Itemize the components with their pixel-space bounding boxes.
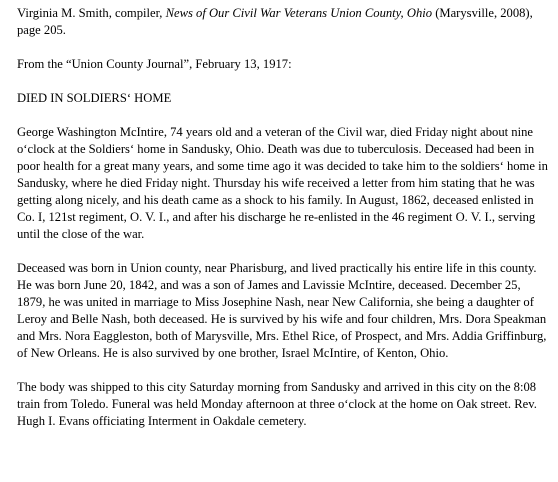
source-line: From the “Union County Journal”, February 13, 1917: <box>17 57 292 71</box>
article-paragraph: Deceased was born in Union county, near Pharisburg, and lived practically his entire life in this county. He was born June 20, 1842, and was a son of James and Lavissie McIntire, deceased. December 25, 1879, he was united in marriage to Miss Josephine Nash, near New California, she being a daughter of Leroy and Belle Nash, both deceased. He is survived by his wife and four children, Mrs. Dora Speakman and Mrs. Nora Eaggleston, both of Marysville, Mrs. Ethel Rice, of Prospect, and Mrs. Addia Griffinburg, of New Orleans. He is also survived by one brother, Israel McIntire, of Kenton, Ohio. <box>17 261 547 360</box>
citation-compiler: Virginia M. Smith, compiler, <box>17 6 166 20</box>
citation-publication: (Marysville, 2008), page 205. <box>17 6 533 37</box>
article-headline: DIED IN SOLDIERS‘ HOME <box>17 91 172 105</box>
citation-title: News of Our Civil War Veterans Union County, Ohio <box>165 6 433 20</box>
article-paragraph: The body was shipped to this city Saturday morning from Sandusky and arrived in this city on the 8:08 train from Toledo. Funeral was held Monday afternoon at three o‘clock at the home on Oak street. Rev. Hugh I. Evans officiating Interment in Oakdale cemetery. <box>17 380 537 428</box>
article-paragraph: George Washington McIntire, 74 years old and a veteran of the Civil war, died Friday night about nine o‘clock at the Soldiers‘ home in Sandusky, Ohio. Death was due to tuberculosis. Deceased had been in poor health for a great many years, and some time ago it was decided to take him to the soldiers‘ home in Sandusky, where he died Friday night. Thursday his wife received a letter from him stating that he was getting along nicely, and his death came as a shock to his family. In August, 1862, deceased enlisted in Co. I, 121st regiment, O. V. I., and after his discharge he re-enlisted in the 46 regiment O. V. I., serving until the close of the war. <box>17 125 548 241</box>
citation <box>17 5 552 39</box>
